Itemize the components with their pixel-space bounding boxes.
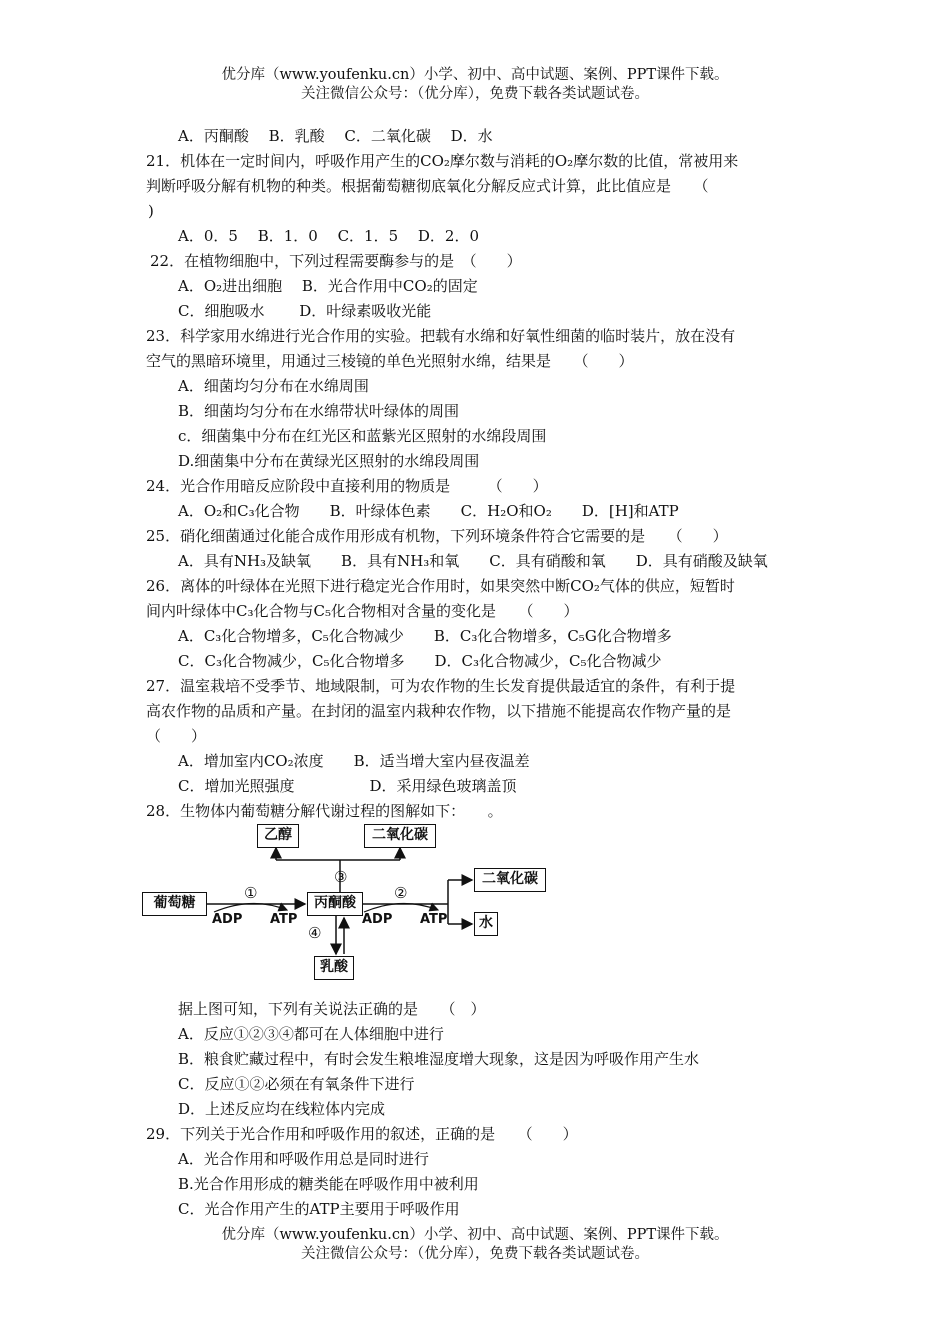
q23-option-d: D.细菌集中分布在黄绿光区照射的水绵段周围 — [178, 452, 480, 470]
q26-stem-line-1: 26．离体的叶绿体在光照下进行稳定光合作用时，如果突然中断CO₂气体的供应，短暂时 — [146, 577, 735, 595]
q28-option-a: A．反应①②③④都可在人体细胞中进行 — [178, 1025, 444, 1043]
box-water: 水 — [474, 912, 498, 936]
label-reaction-2: ② — [394, 884, 408, 902]
q28-option-c: C．反应①②必须在有氧条件下进行 — [178, 1075, 415, 1093]
label-atp-1: ATP — [270, 912, 298, 927]
q24-stem: 24．光合作用暗反应阶段中直接利用的物质是 （ ） — [146, 477, 548, 495]
q27-options-1: A．增加室内CO₂浓度 B．适当增大室内昼夜温差 — [178, 752, 530, 770]
label-reaction-4: ④ — [308, 924, 322, 942]
q28-option-d: D．上述反应均在线粒体内完成 — [178, 1100, 386, 1118]
q29-option-b: B.光合作用形成的糖类能在呼吸作用中被利用 — [178, 1175, 479, 1193]
q23-option-b: B．细菌均匀分布在水绵带状叶绿体的周围 — [178, 402, 460, 420]
footer-line-2: 关注微信公众号：（优分库），免费下载各类试题试卷。 — [301, 1246, 649, 1262]
q29-option-a: A．光合作用和呼吸作用总是同时进行 — [178, 1150, 429, 1168]
label-reaction-3: ③ — [334, 868, 348, 886]
q21-stem-line-1: 21．机体在一定时间内，呼吸作用产生的CO₂摩尔数与消耗的O₂摩尔数的比值，常被用来 — [146, 152, 739, 170]
q27-options-2: C．增加光照强度 D．采用绿色玻璃盖顶 — [178, 777, 517, 795]
q28-stem: 28．生物体内葡萄糖分解代谢过程的图解如下： 。 — [146, 802, 503, 820]
q29-stem: 29．下列关于光合作用和呼吸作用的叙述，正确的是 （ ） — [146, 1125, 578, 1143]
q21-stem-line-2: 判断呼吸分解有机物的种类。根据葡萄糖彻底氧化分解反应式计算，此比值应是 （ — [146, 177, 709, 195]
q26-options-1: A．C₃化合物增多，C₅化合物减少 B．C₃化合物增多，C₅G化合物增多 — [178, 627, 672, 645]
label-reaction-1: ① — [244, 884, 258, 902]
box-glucose: 葡萄糖 — [142, 892, 207, 916]
page-footer — [0, 1226, 950, 1264]
q29-option-c: C．光合作用产生的ATP主要用于呼吸作用 — [178, 1200, 460, 1218]
q24-options: A．O₂和C₃化合物 B．叶绿体色素 C．H₂O和O₂ D．[H]和ATP — [178, 502, 679, 520]
q22-options-2: C．细胞吸水 D．叶绿素吸收光能 — [178, 302, 432, 320]
q21-stem-line-3: ) — [148, 202, 154, 220]
q23-option-c: c．细菌集中分布在红光区和蓝紫光区照射的水绵段周围 — [178, 427, 547, 445]
footer-line-1: 优分库（www.youfenku.cn）小学、初中、高中试题、案例、PPT课件下载。 — [221, 1227, 729, 1243]
q27-stem-line-3: （ ） — [146, 727, 207, 745]
q28-sub-stem: 据上图可知，下列有关说法正确的是 （ ） — [178, 1000, 486, 1018]
q22-stem: 22．在植物细胞中，下列过程需要酶参与的是 （ ） — [150, 252, 522, 270]
label-adp-1: ADP — [212, 912, 243, 927]
q25-options: A．具有NH₃及缺氧 B．具有NH₃和氧 C．具有硝酸和氧 D．具有硝酸及缺氧 — [178, 552, 768, 570]
q20-options: A．丙酮酸 B．乳酸 C．二氧化碳 D．水 — [178, 127, 493, 145]
q26-options-2: C．C₃化合物减少，C₅化合物增多 D．C₃化合物减少，C₅化合物减少 — [178, 652, 662, 670]
q22-options-1: A．O₂进出细胞 B．光合作用中CO₂的固定 — [178, 277, 478, 295]
box-co2-right: 二氧化碳 — [474, 868, 546, 892]
glucose-metabolism-diagram — [142, 820, 562, 980]
header-line-2: 关注微信公众号：（优分库），免费下载各类试题试卷。 — [301, 86, 649, 102]
q21-options: A．0．5 B．1．0 C．1．5 D．2．0 — [178, 227, 480, 245]
box-lactate: 乳酸 — [314, 956, 354, 980]
q23-option-a: A．细菌均匀分布在水绵周围 — [178, 377, 369, 395]
q26-stem-line-2: 间内叶绿体中C₃化合物与C₅化合物相对含量的变化是 （ ） — [146, 602, 579, 620]
q28-option-b: B．粮食贮藏过程中，有时会发生粮堆湿度增大现象，这是因为呼吸作用产生水 — [178, 1050, 700, 1068]
q27-stem-line-1: 27．温室栽培不受季节、地域限制，可为农作物的生长发育提供最适宜的条件，有利于提 — [146, 677, 736, 695]
box-ethanol: 乙醇 — [257, 824, 299, 848]
q23-stem-line-2: 空气的黑暗环境里，用通过三棱镜的单色光照射水绵，结果是 （ ） — [146, 352, 634, 370]
box-co2-top: 二氧化碳 — [364, 824, 436, 848]
header-line-1: 优分库（www.youfenku.cn）小学、初中、高中试题、案例、PPT课件下载。 — [221, 67, 729, 83]
label-adp-2: ADP — [362, 912, 393, 927]
label-atp-2: ATP — [420, 912, 448, 927]
box-pyruvate: 丙酮酸 — [307, 892, 363, 916]
page-header — [0, 66, 950, 104]
q27-stem-line-2: 高农作物的品质和产量。在封闭的温室内栽种农作物，以下措施不能提高农作物产量的是 — [146, 702, 732, 720]
q25-stem: 25．硝化细菌通过化能合成作用形成有机物，下列环境条件符合它需要的是 （ ） — [146, 527, 728, 545]
q23-stem-line-1: 23．科学家用水绵进行光合作用的实验。把载有水绵和好氧性细菌的临时装片，放在没有 — [146, 327, 736, 345]
